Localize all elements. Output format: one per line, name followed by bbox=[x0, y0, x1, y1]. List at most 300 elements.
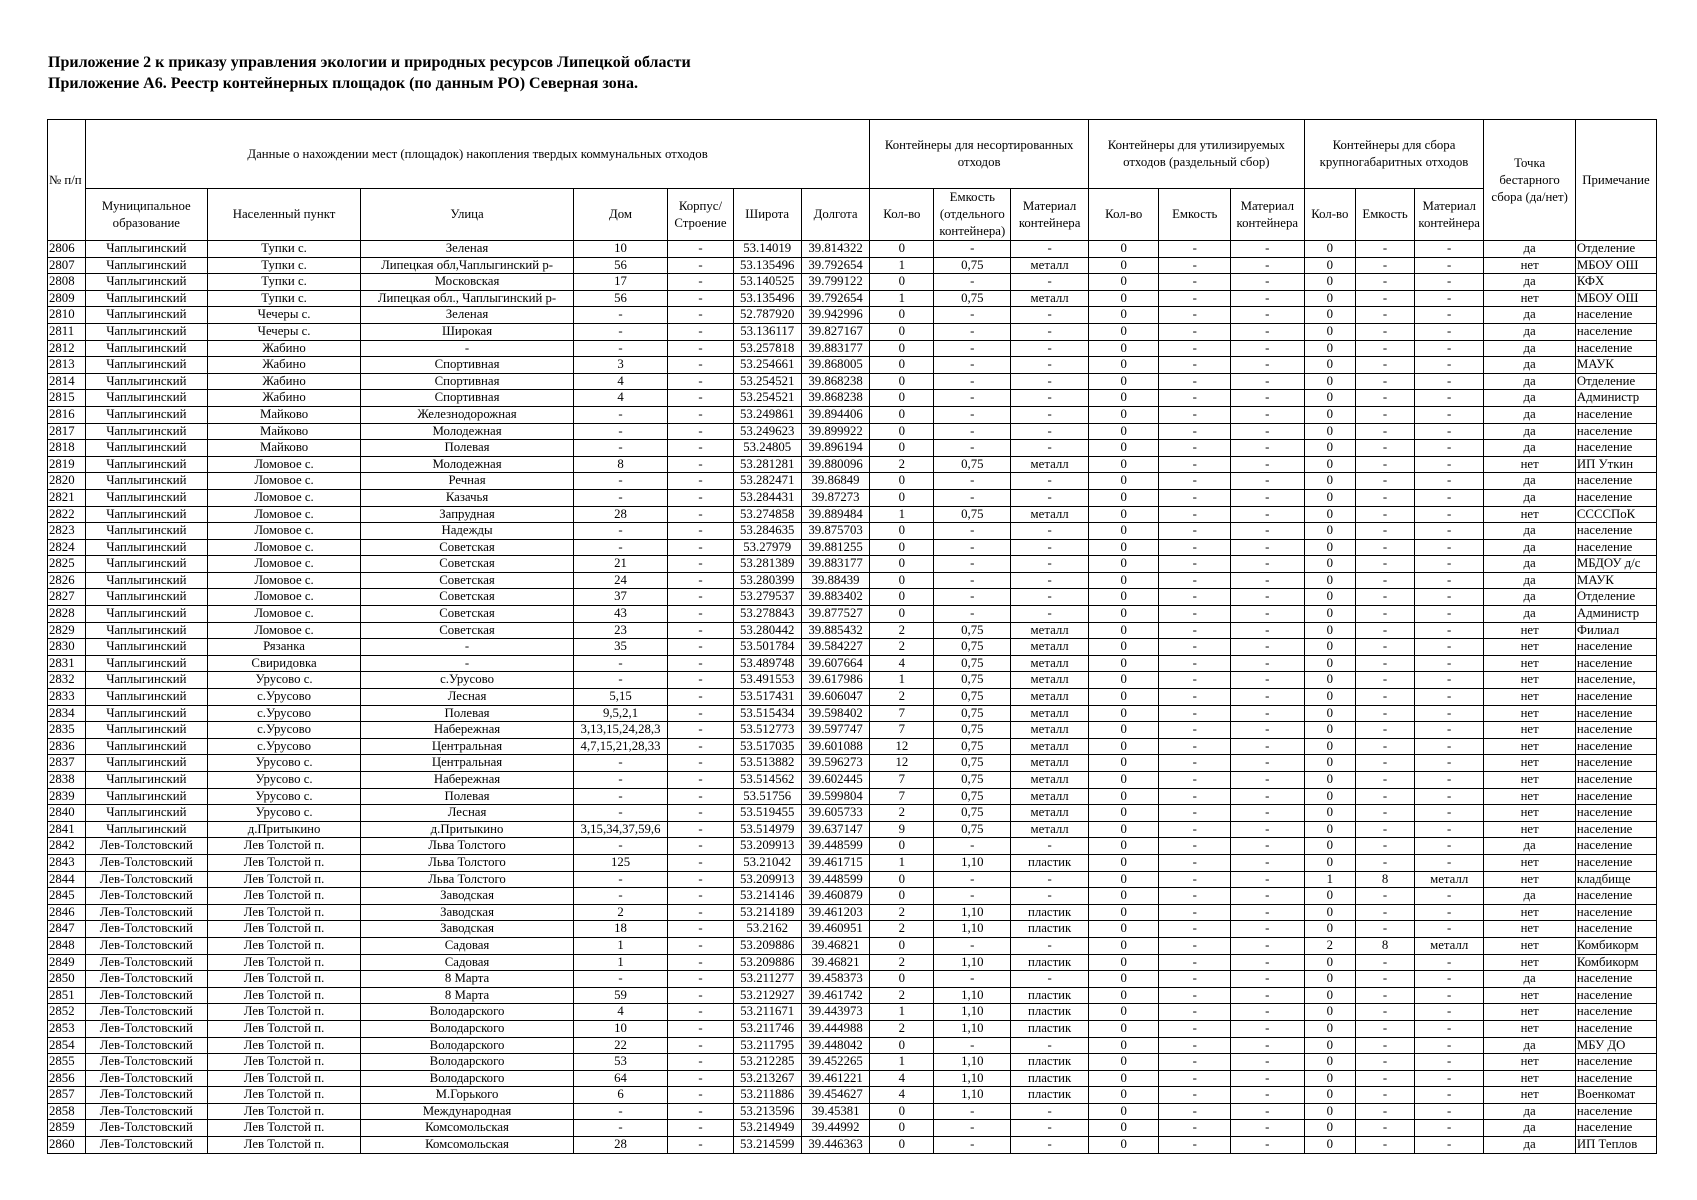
cell-unsorted-material: пластик bbox=[1011, 904, 1089, 921]
cell-unsorted-count: 12 bbox=[870, 738, 934, 755]
cell-containerless: да bbox=[1484, 523, 1575, 540]
cell-bulky-count: 0 bbox=[1304, 1070, 1356, 1087]
cell-recycled-volume: - bbox=[1159, 373, 1231, 390]
col-group-unsorted: Контейнеры для несортированных отходов bbox=[870, 120, 1089, 189]
cell-bulky-count: 0 bbox=[1304, 606, 1356, 623]
cell-recycled-count: 0 bbox=[1089, 921, 1159, 938]
cell-containerless: нет bbox=[1484, 639, 1575, 656]
cell-unsorted-material: металл bbox=[1011, 655, 1089, 672]
cell-unsorted-count: 1 bbox=[870, 506, 934, 523]
cell-recycled-count: 0 bbox=[1089, 539, 1159, 556]
cell-longitude: 39.448599 bbox=[801, 871, 869, 888]
cell-street: Зеленая bbox=[361, 241, 573, 258]
cell-unsorted-count: 0 bbox=[870, 1137, 934, 1154]
cell-latitude: 53.279537 bbox=[733, 589, 801, 606]
table-row bbox=[48, 1070, 1657, 1087]
cell-recycled-material: - bbox=[1230, 589, 1304, 606]
cell-recycled-count: 0 bbox=[1089, 606, 1159, 623]
cell-longitude: 39.942996 bbox=[801, 307, 869, 324]
cell-unsorted-count: 7 bbox=[870, 788, 934, 805]
cell-unsorted-volume: 0,75 bbox=[934, 672, 1011, 689]
cell-recycled-material: - bbox=[1230, 539, 1304, 556]
cell-recycled-count: 0 bbox=[1089, 672, 1159, 689]
cell-municipality: Лев-Толстовский bbox=[85, 1054, 207, 1071]
cell-number: 2818 bbox=[48, 440, 86, 457]
cell-house: 56 bbox=[573, 290, 668, 307]
cell-settlement: Лев Толстой п. bbox=[207, 971, 361, 988]
cell-longitude: 39.584227 bbox=[801, 639, 869, 656]
cell-recycled-material: - bbox=[1230, 904, 1304, 921]
cell-unsorted-material: - bbox=[1011, 937, 1089, 954]
cell-recycled-count: 0 bbox=[1089, 1054, 1159, 1071]
cell-bulky-volume: - bbox=[1356, 705, 1415, 722]
cell-settlement: Ломовое с. bbox=[207, 572, 361, 589]
cell-bulky-material: металл bbox=[1414, 937, 1483, 954]
table-row bbox=[48, 440, 1657, 457]
cell-containerless: да bbox=[1484, 373, 1575, 390]
cell-number: 2853 bbox=[48, 1020, 86, 1037]
cell-bulky-volume: - bbox=[1356, 1070, 1415, 1087]
cell-containerless: нет bbox=[1484, 1070, 1575, 1087]
cell-bulky-volume: - bbox=[1356, 241, 1415, 258]
cell-recycled-count: 0 bbox=[1089, 390, 1159, 407]
cell-latitude: 53.513882 bbox=[733, 755, 801, 772]
cell-latitude: 53.214189 bbox=[733, 904, 801, 921]
cell-building: - bbox=[668, 1070, 733, 1087]
cell-recycled-volume: - bbox=[1159, 406, 1231, 423]
cell-building: - bbox=[668, 489, 733, 506]
table-row bbox=[48, 722, 1657, 739]
cell-bulky-count: 0 bbox=[1304, 755, 1356, 772]
cell-unsorted-count: 1 bbox=[870, 257, 934, 274]
cell-recycled-count: 0 bbox=[1089, 357, 1159, 374]
cell-note: население bbox=[1575, 523, 1656, 540]
cell-unsorted-count: 0 bbox=[870, 390, 934, 407]
cell-settlement: Рязанка bbox=[207, 639, 361, 656]
cell-containerless: нет bbox=[1484, 689, 1575, 706]
cell-containerless: нет bbox=[1484, 772, 1575, 789]
cell-settlement: Ломовое с. bbox=[207, 606, 361, 623]
col-header-building: Корпус/ Строение bbox=[668, 189, 733, 241]
cell-street: Железнодорожная bbox=[361, 406, 573, 423]
cell-recycled-material: - bbox=[1230, 1120, 1304, 1137]
cell-containerless: да bbox=[1484, 589, 1575, 606]
cell-unsorted-volume: - bbox=[934, 1120, 1011, 1137]
cell-unsorted-count: 0 bbox=[870, 440, 934, 457]
cell-longitude: 39.606047 bbox=[801, 689, 869, 706]
cell-street: Володарского bbox=[361, 1054, 573, 1071]
cell-municipality: Чаплыгинский bbox=[85, 539, 207, 556]
cell-number: 2845 bbox=[48, 888, 86, 905]
cell-bulky-count: 0 bbox=[1304, 1103, 1356, 1120]
cell-bulky-count: 0 bbox=[1304, 290, 1356, 307]
cell-recycled-volume: - bbox=[1159, 854, 1231, 871]
cell-unsorted-volume: 0,75 bbox=[934, 705, 1011, 722]
cell-settlement: Лев Толстой п. bbox=[207, 838, 361, 855]
col-header-containerless: Точка бестарного сбора (да/нет) bbox=[1484, 120, 1575, 241]
cell-bulky-volume: - bbox=[1356, 622, 1415, 639]
cell-bulky-count: 0 bbox=[1304, 987, 1356, 1004]
cell-house: - bbox=[573, 805, 668, 822]
table-row bbox=[48, 655, 1657, 672]
cell-building: - bbox=[668, 456, 733, 473]
cell-house: 24 bbox=[573, 572, 668, 589]
cell-house: 53 bbox=[573, 1054, 668, 1071]
cell-house: - bbox=[573, 655, 668, 672]
cell-containerless: да bbox=[1484, 539, 1575, 556]
cell-containerless: да bbox=[1484, 274, 1575, 291]
cell-number: 2834 bbox=[48, 705, 86, 722]
cell-bulky-material: - bbox=[1414, 440, 1483, 457]
cell-recycled-material: - bbox=[1230, 556, 1304, 573]
cell-latitude: 53.211277 bbox=[733, 971, 801, 988]
cell-recycled-count: 0 bbox=[1089, 489, 1159, 506]
cell-settlement: Ломовое с. bbox=[207, 523, 361, 540]
cell-bulky-material: - bbox=[1414, 904, 1483, 921]
cell-bulky-count: 0 bbox=[1304, 888, 1356, 905]
cell-unsorted-material: - bbox=[1011, 390, 1089, 407]
cell-note: население bbox=[1575, 1020, 1656, 1037]
cell-containerless: нет bbox=[1484, 805, 1575, 822]
cell-number: 2809 bbox=[48, 290, 86, 307]
cell-recycled-material: - bbox=[1230, 323, 1304, 340]
cell-house: 28 bbox=[573, 506, 668, 523]
col-header-recycled-material: Материал контейнера bbox=[1230, 189, 1304, 241]
cell-latitude: 53.213596 bbox=[733, 1103, 801, 1120]
cell-unsorted-count: 12 bbox=[870, 755, 934, 772]
cell-note: Отделение bbox=[1575, 373, 1656, 390]
cell-latitude: 53.51756 bbox=[733, 788, 801, 805]
cell-recycled-material: - bbox=[1230, 1054, 1304, 1071]
cell-house: 59 bbox=[573, 987, 668, 1004]
cell-settlement: Лев Толстой п. bbox=[207, 1004, 361, 1021]
cell-unsorted-material: пластик bbox=[1011, 1020, 1089, 1037]
cell-number: 2819 bbox=[48, 456, 86, 473]
cell-recycled-volume: - bbox=[1159, 987, 1231, 1004]
cell-house: - bbox=[573, 1103, 668, 1120]
cell-bulky-count: 0 bbox=[1304, 1137, 1356, 1154]
cell-longitude: 39.792654 bbox=[801, 257, 869, 274]
cell-building: - bbox=[668, 722, 733, 739]
cell-street: д.Притыкино bbox=[361, 821, 573, 838]
cell-recycled-count: 0 bbox=[1089, 639, 1159, 656]
cell-settlement: Чечеры с. bbox=[207, 323, 361, 340]
cell-settlement: Лев Толстой п. bbox=[207, 1020, 361, 1037]
cell-house: - bbox=[573, 772, 668, 789]
cell-unsorted-count: 0 bbox=[870, 473, 934, 490]
cell-bulky-volume: - bbox=[1356, 589, 1415, 606]
cell-municipality: Чаплыгинский bbox=[85, 772, 207, 789]
table-row bbox=[48, 606, 1657, 623]
cell-bulky-volume: - bbox=[1356, 689, 1415, 706]
cell-number: 2825 bbox=[48, 556, 86, 573]
cell-municipality: Лев-Толстовский bbox=[85, 921, 207, 938]
cell-recycled-volume: - bbox=[1159, 755, 1231, 772]
cell-unsorted-volume: - bbox=[934, 423, 1011, 440]
cell-unsorted-count: 0 bbox=[870, 589, 934, 606]
cell-longitude: 39.894406 bbox=[801, 406, 869, 423]
cell-recycled-material: - bbox=[1230, 606, 1304, 623]
cell-unsorted-volume: - bbox=[934, 539, 1011, 556]
table-row bbox=[48, 307, 1657, 324]
col-header-recycled-volume: Емкость bbox=[1159, 189, 1231, 241]
cell-street: - bbox=[361, 639, 573, 656]
table-row bbox=[48, 357, 1657, 374]
cell-bulky-count: 0 bbox=[1304, 1004, 1356, 1021]
cell-bulky-count: 0 bbox=[1304, 655, 1356, 672]
cell-recycled-material: - bbox=[1230, 257, 1304, 274]
cell-bulky-material: - bbox=[1414, 1137, 1483, 1154]
cell-unsorted-count: 2 bbox=[870, 921, 934, 938]
cell-bulky-material: - bbox=[1414, 689, 1483, 706]
cell-settlement: Чечеры с. bbox=[207, 307, 361, 324]
cell-municipality: Чаплыгинский bbox=[85, 440, 207, 457]
cell-house: 3,15,34,37,59,6 bbox=[573, 821, 668, 838]
cell-note: Отделение bbox=[1575, 589, 1656, 606]
cell-containerless: да bbox=[1484, 1137, 1575, 1154]
col-header-note: Примечание bbox=[1575, 120, 1656, 241]
cell-building: - bbox=[668, 423, 733, 440]
col-header-municipality: Муниципальное образование bbox=[85, 189, 207, 241]
cell-note: кладбище bbox=[1575, 871, 1656, 888]
cell-bulky-count: 0 bbox=[1304, 373, 1356, 390]
cell-latitude: 53.211746 bbox=[733, 1020, 801, 1037]
cell-house: 6 bbox=[573, 1087, 668, 1104]
table-row bbox=[48, 473, 1657, 490]
cell-building: - bbox=[668, 340, 733, 357]
cell-unsorted-count: 4 bbox=[870, 655, 934, 672]
cell-bulky-volume: - bbox=[1356, 440, 1415, 457]
cell-house: 4 bbox=[573, 373, 668, 390]
cell-building: - bbox=[668, 1103, 733, 1120]
cell-unsorted-count: 0 bbox=[870, 572, 934, 589]
cell-longitude: 39.889484 bbox=[801, 506, 869, 523]
cell-house: 17 bbox=[573, 274, 668, 291]
cell-unsorted-material: металл bbox=[1011, 257, 1089, 274]
cell-latitude: 53.209913 bbox=[733, 871, 801, 888]
cell-street: М.Горького bbox=[361, 1087, 573, 1104]
cell-bulky-count: 0 bbox=[1304, 473, 1356, 490]
cell-unsorted-volume: 1,10 bbox=[934, 1070, 1011, 1087]
cell-containerless: да bbox=[1484, 1037, 1575, 1054]
cell-municipality: Лев-Толстовский bbox=[85, 1037, 207, 1054]
cell-recycled-material: - bbox=[1230, 854, 1304, 871]
cell-building: - bbox=[668, 655, 733, 672]
cell-recycled-count: 0 bbox=[1089, 423, 1159, 440]
cell-longitude: 39.460951 bbox=[801, 921, 869, 938]
cell-building: - bbox=[668, 672, 733, 689]
cell-containerless: нет bbox=[1484, 722, 1575, 739]
cell-recycled-material: - bbox=[1230, 672, 1304, 689]
cell-latitude: 53.213267 bbox=[733, 1070, 801, 1087]
cell-street: Полевая bbox=[361, 440, 573, 457]
cell-bulky-material: - bbox=[1414, 572, 1483, 589]
cell-unsorted-volume: - bbox=[934, 971, 1011, 988]
cell-unsorted-count: 0 bbox=[870, 274, 934, 291]
cell-settlement: с.Урусово bbox=[207, 705, 361, 722]
cell-unsorted-volume: - bbox=[934, 871, 1011, 888]
cell-recycled-volume: - bbox=[1159, 489, 1231, 506]
cell-number: 2811 bbox=[48, 323, 86, 340]
cell-unsorted-count: 2 bbox=[870, 622, 934, 639]
cell-note: население bbox=[1575, 854, 1656, 871]
cell-number: 2807 bbox=[48, 257, 86, 274]
table-row bbox=[48, 456, 1657, 473]
cell-unsorted-material: пластик bbox=[1011, 921, 1089, 938]
cell-street: 8 Марта bbox=[361, 971, 573, 988]
cell-municipality: Лев-Толстовский bbox=[85, 854, 207, 871]
cell-building: - bbox=[668, 755, 733, 772]
cell-unsorted-material: - bbox=[1011, 523, 1089, 540]
cell-street: Советская bbox=[361, 539, 573, 556]
cell-recycled-material: - bbox=[1230, 357, 1304, 374]
cell-building: - bbox=[668, 523, 733, 540]
cell-recycled-material: - bbox=[1230, 307, 1304, 324]
cell-latitude: 53.212927 bbox=[733, 987, 801, 1004]
cell-municipality: Лев-Толстовский bbox=[85, 1020, 207, 1037]
cell-unsorted-volume: 0,75 bbox=[934, 821, 1011, 838]
cell-recycled-material: - bbox=[1230, 290, 1304, 307]
cell-bulky-volume: - bbox=[1356, 523, 1415, 540]
cell-bulky-material: - bbox=[1414, 821, 1483, 838]
cell-municipality: Чаплыгинский bbox=[85, 506, 207, 523]
cell-bulky-material: - bbox=[1414, 1120, 1483, 1137]
cell-bulky-material: - bbox=[1414, 622, 1483, 639]
table-row bbox=[48, 1054, 1657, 1071]
cell-latitude: 53.501784 bbox=[733, 639, 801, 656]
table-row bbox=[48, 1020, 1657, 1037]
cell-street: 8 Марта bbox=[361, 987, 573, 1004]
table-row bbox=[48, 1103, 1657, 1120]
cell-bulky-volume: - bbox=[1356, 1037, 1415, 1054]
cell-unsorted-volume: - bbox=[934, 589, 1011, 606]
cell-number: 2851 bbox=[48, 987, 86, 1004]
cell-recycled-count: 0 bbox=[1089, 241, 1159, 258]
cell-recycled-count: 0 bbox=[1089, 655, 1159, 672]
cell-unsorted-material: - bbox=[1011, 406, 1089, 423]
cell-latitude: 53.282471 bbox=[733, 473, 801, 490]
col-group-location: Данные о нахождении мест (площадок) накопления твердых коммунальных отходов bbox=[85, 120, 869, 189]
cell-recycled-count: 0 bbox=[1089, 1087, 1159, 1104]
cell-recycled-count: 0 bbox=[1089, 440, 1159, 457]
cell-recycled-material: - bbox=[1230, 772, 1304, 789]
cell-unsorted-count: 0 bbox=[870, 556, 934, 573]
cell-unsorted-count: 1 bbox=[870, 672, 934, 689]
cell-house: 5,15 bbox=[573, 689, 668, 706]
cell-building: - bbox=[668, 971, 733, 988]
cell-containerless: нет bbox=[1484, 904, 1575, 921]
cell-house: 3,13,15,24,28,3 bbox=[573, 722, 668, 739]
cell-recycled-volume: - bbox=[1159, 357, 1231, 374]
cell-latitude: 53.489748 bbox=[733, 655, 801, 672]
cell-unsorted-volume: - bbox=[934, 556, 1011, 573]
cell-latitude: 53.284431 bbox=[733, 489, 801, 506]
cell-bulky-material: - bbox=[1414, 921, 1483, 938]
cell-bulky-count: 0 bbox=[1304, 307, 1356, 324]
cell-bulky-material: - bbox=[1414, 257, 1483, 274]
cell-unsorted-count: 2 bbox=[870, 904, 934, 921]
cell-longitude: 39.461715 bbox=[801, 854, 869, 871]
cell-recycled-volume: - bbox=[1159, 473, 1231, 490]
table-row bbox=[48, 921, 1657, 938]
cell-latitude: 53.517431 bbox=[733, 689, 801, 706]
cell-house: 18 bbox=[573, 921, 668, 938]
cell-municipality: Лев-Толстовский bbox=[85, 987, 207, 1004]
cell-municipality: Чаплыгинский bbox=[85, 340, 207, 357]
cell-street: Лесная bbox=[361, 805, 573, 822]
cell-bulky-volume: - bbox=[1356, 1004, 1415, 1021]
col-group-bulky: Контейнеры для сбора крупногабаритных отходов bbox=[1304, 120, 1484, 189]
cell-unsorted-volume: - bbox=[934, 241, 1011, 258]
cell-unsorted-count: 0 bbox=[870, 489, 934, 506]
cell-bulky-volume: - bbox=[1356, 772, 1415, 789]
cell-unsorted-volume: - bbox=[934, 1103, 1011, 1120]
cell-settlement: Урусово с. bbox=[207, 805, 361, 822]
cell-number: 2850 bbox=[48, 971, 86, 988]
cell-containerless: нет bbox=[1484, 921, 1575, 938]
cell-unsorted-material: пластик bbox=[1011, 1054, 1089, 1071]
cell-bulky-volume: - bbox=[1356, 805, 1415, 822]
col-header-unsorted-count: Кол-во bbox=[870, 189, 934, 241]
cell-recycled-material: - bbox=[1230, 423, 1304, 440]
cell-note: ИП Уткин bbox=[1575, 456, 1656, 473]
cell-latitude: 53.280399 bbox=[733, 572, 801, 589]
cell-unsorted-volume: 0,75 bbox=[934, 290, 1011, 307]
cell-latitude: 53.211795 bbox=[733, 1037, 801, 1054]
cell-bulky-material: - bbox=[1414, 323, 1483, 340]
cell-bulky-volume: - bbox=[1356, 423, 1415, 440]
cell-bulky-material: - bbox=[1414, 738, 1483, 755]
cell-municipality: Чаплыгинский bbox=[85, 738, 207, 755]
cell-recycled-count: 0 bbox=[1089, 274, 1159, 291]
cell-unsorted-material: - bbox=[1011, 539, 1089, 556]
cell-latitude: 53.136117 bbox=[733, 323, 801, 340]
cell-longitude: 39.883177 bbox=[801, 340, 869, 357]
cell-settlement: Лев Толстой п. bbox=[207, 854, 361, 871]
cell-settlement: Лев Толстой п. bbox=[207, 1103, 361, 1120]
cell-building: - bbox=[668, 1137, 733, 1154]
cell-bulky-material: - bbox=[1414, 1037, 1483, 1054]
cell-street: Советская bbox=[361, 572, 573, 589]
col-header-number: № п/п bbox=[48, 120, 86, 241]
cell-recycled-volume: - bbox=[1159, 539, 1231, 556]
cell-containerless: да bbox=[1484, 473, 1575, 490]
cell-unsorted-count: 0 bbox=[870, 606, 934, 623]
cell-house: - bbox=[573, 838, 668, 855]
table-row bbox=[48, 241, 1657, 258]
cell-unsorted-count: 0 bbox=[870, 523, 934, 540]
cell-containerless: да bbox=[1484, 307, 1575, 324]
cell-latitude: 53.140525 bbox=[733, 274, 801, 291]
cell-longitude: 39.883402 bbox=[801, 589, 869, 606]
table-row bbox=[48, 572, 1657, 589]
cell-recycled-count: 0 bbox=[1089, 821, 1159, 838]
cell-bulky-volume: - bbox=[1356, 921, 1415, 938]
cell-house: - bbox=[573, 489, 668, 506]
cell-unsorted-material: металл bbox=[1011, 639, 1089, 656]
cell-note: население bbox=[1575, 788, 1656, 805]
cell-containerless: нет bbox=[1484, 506, 1575, 523]
cell-municipality: Лев-Толстовский bbox=[85, 1004, 207, 1021]
cell-bulky-count: 0 bbox=[1304, 1120, 1356, 1137]
cell-note: население bbox=[1575, 904, 1656, 921]
cell-bulky-count: 0 bbox=[1304, 456, 1356, 473]
cell-bulky-material: - bbox=[1414, 390, 1483, 407]
cell-bulky-count: 0 bbox=[1304, 904, 1356, 921]
cell-bulky-volume: - bbox=[1356, 1120, 1415, 1137]
cell-recycled-count: 0 bbox=[1089, 954, 1159, 971]
cell-number: 2842 bbox=[48, 838, 86, 855]
